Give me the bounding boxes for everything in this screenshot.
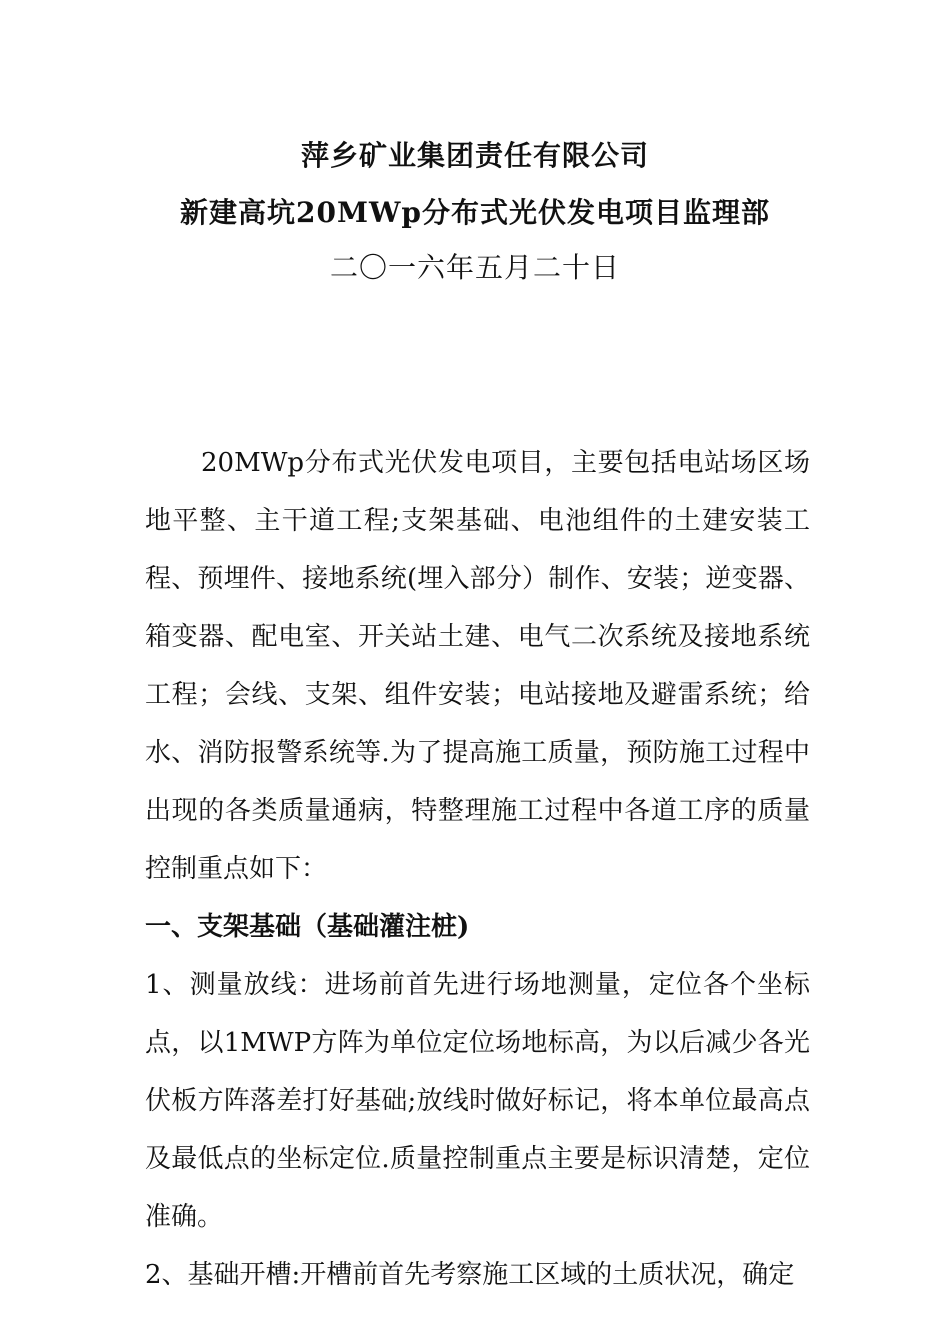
intro-paragraph: 20MWp分布式光伏发电项目，主要包括电站场区场地平整、主干道工程;支架基础、电池组件的土建安装工程、预埋件、接地系统(埋入部分）制作、安装；逆变器、箱变器、配电室、开关站土建、电气二次系统及接地系统工程；会线、支架、组件安装；电站接地及避雷系统；给水、消防报警系统等.为了提高施工质量，预防施工过程中出现的各类质量通病，特整理施工过程中各道工序的质量控制重点如下： <box>145 448 810 884</box>
company-title: 萍乡矿业集团责任有限公司 <box>300 139 649 172</box>
list-item-2: 2、基础开槽:开槽前首先考察施工区域的土质状况，确定 <box>145 1260 795 1290</box>
list-item-1: 1、测量放线：进场前首先进行场地测量，定位各个坐标点，以1MWP方阵为单位定位场地标高，为以后减少各光伏板方阵落差打好基础;放线时做好标记，将本单位最高点及最低点的坐标定位.质量控制重点主要是标识清楚，定位准确。 <box>145 970 810 1232</box>
document-body <box>145 434 810 1304</box>
department-title: 新建高坑20MWp分布式光伏发电项目监理部 <box>180 196 770 229</box>
document-date: 二〇一六年五月二十日 <box>329 251 620 284</box>
section-heading-1: 一、支架基础（基础灌注桩) <box>145 912 470 942</box>
